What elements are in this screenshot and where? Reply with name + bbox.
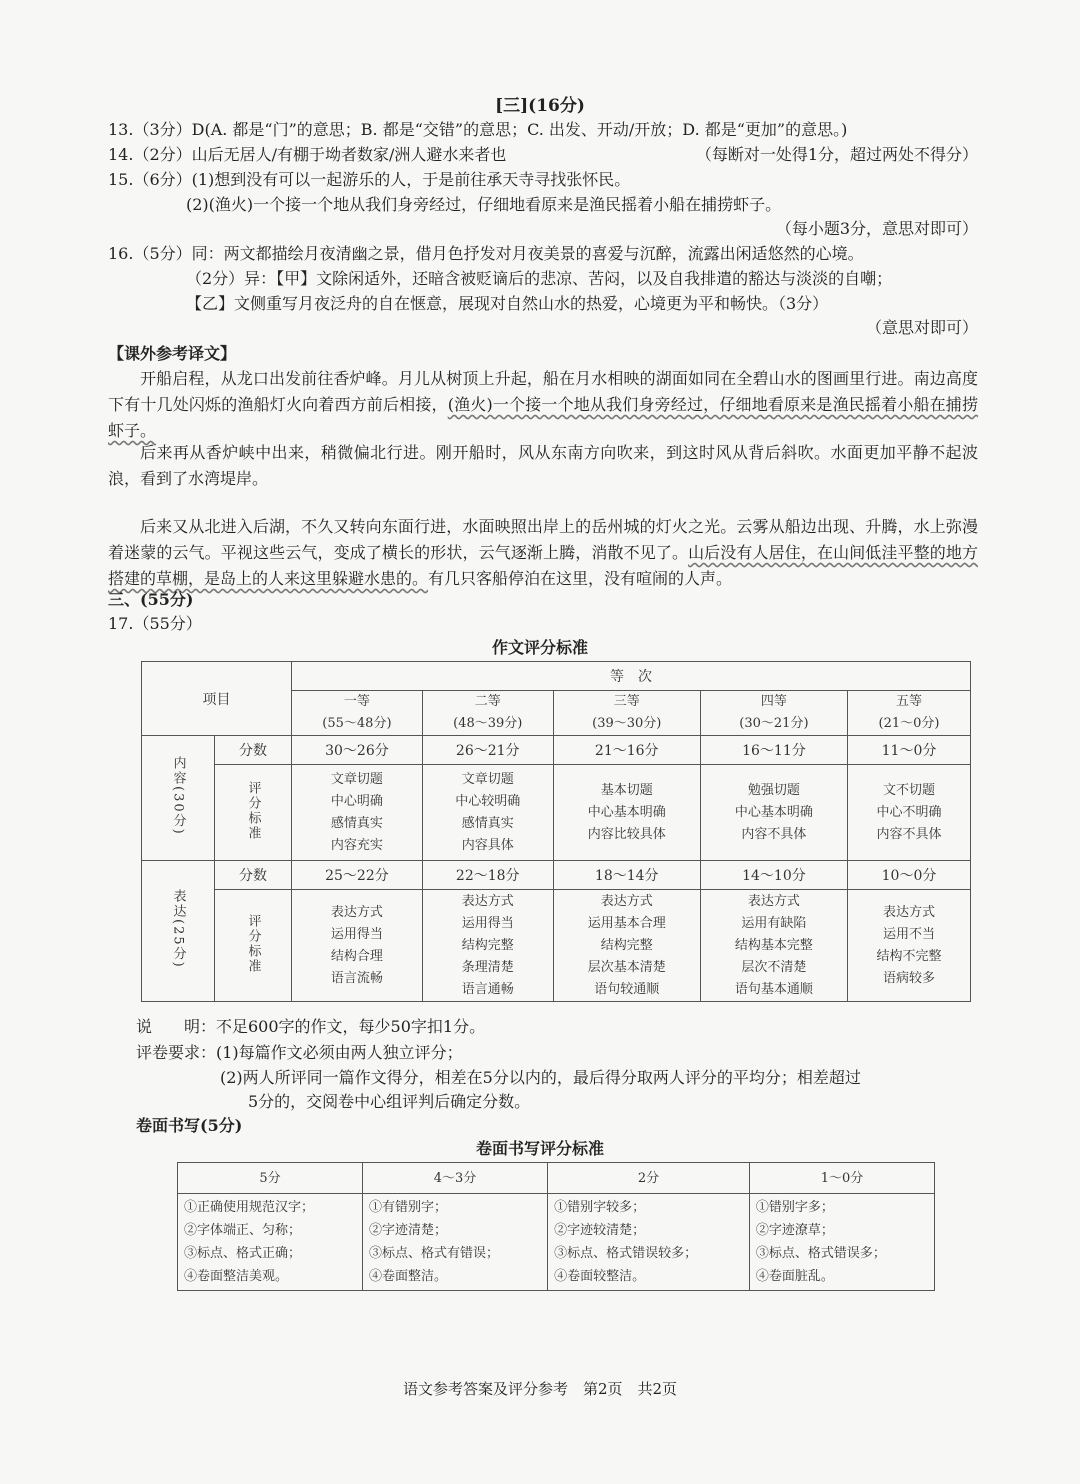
criteria-label: 评分标准	[215, 765, 292, 861]
content-score-2: 26～21分	[422, 736, 553, 765]
score-label: 分数	[215, 736, 292, 765]
expr-criteria-4: 表达方式 运用有缺陷 结构基本完整 层次不清楚 语句基本通顺	[700, 890, 847, 1002]
answer-14-note: （每断对一处得1分，超过两处不得分）	[695, 145, 978, 164]
essay-scoring-table	[141, 661, 971, 1002]
grade-header: 等 次	[292, 662, 971, 691]
content-score-1: 30～26分	[292, 736, 423, 765]
answer-16-2: （2分）异：【甲】文除闲适外，还暗含被贬谪后的悲凉、苦闷，以及自我排遣的豁达与淡淡的自嘲；	[186, 269, 893, 288]
expr-score-3: 18～14分	[553, 861, 700, 890]
page-footer: 语文参考答案及评分参考 第2页 共2页	[402, 1380, 678, 1398]
level-4: 四等 (30～21分)	[700, 691, 847, 736]
hw-col-4: ①错别字多； ②字迹潦草； ③标点、格式错误多； ④卷面脏乱。	[749, 1194, 934, 1291]
answer-15-2: (2)(渔火)一个接一个地从我们身旁经过，仔细地看原来是渔民摇着小船在捕捞虾子。	[186, 195, 782, 214]
hw-header-2: 4～3分	[363, 1163, 548, 1194]
answer-16-3: 【乙】文侧重写月夜泛舟的自在惬意，展现对自然山水的热爱，心境更为平和畅快。（3分）	[186, 294, 829, 313]
answer-14: 14.（2分）山后无居人/有棚于坳者数家/洲人避水来者也	[108, 145, 507, 164]
translation-text: 开船启程，从龙口出发前往香炉峰。月儿从树顶上升起，船在月水相映的湖面如同在全碧山水的图画里行进。南边高度下有十几处闪烁的渔船灯火向着西方前后相接，	[108, 369, 978, 414]
expr-criteria-5: 表达方式 运用不当 结构不完整 语病较多	[848, 890, 971, 1002]
hw-col-2: ①有错别字； ②字迹清楚； ③标点、格式有错误； ④卷面整洁。	[363, 1194, 548, 1291]
essay-note: 说 明：不足600字的作文，每少50字扣1分。	[136, 1017, 486, 1036]
translation-text: 后来又从北进入后湖，不久又转向东面行进，水面映照出岸上的岳州城的灯火之光。云雾从船边出现、升腾，水上弥漫着迷蒙的云气。平视这些云气，变成了横长的形状，云气逐渐上腾，消散不见了。	[108, 517, 978, 562]
grading-requirement-2: (2)两人所评同一篇作文得分，相差在5分以内的，最后得分取两人评分的平均分；相差超过	[220, 1068, 861, 1087]
content-criteria-4: 勉强切题 中心基本明确 内容不具体	[700, 765, 847, 861]
answer-13: 13.（3分）D(A. 都是“门”的意思；B. 都是“交错”的意思；C. 出发、开动/开放；D. 都是“更加”的意思。)	[108, 120, 848, 139]
answer-15-1: 15.（6分）(1)想到没有可以一起游乐的人，于是前往承天寺寻找张怀民。	[108, 170, 631, 189]
expr-score-5: 10～0分	[848, 861, 971, 890]
level-3: 三等 (39～30分)	[553, 691, 700, 736]
hw-col-1: ①正确使用规范汉字； ②字体端正、匀称； ③标点、格式正确； ④卷面整洁美观。	[178, 1194, 363, 1291]
hw-header-1: 5分	[178, 1163, 363, 1194]
translation-text: 有几只客船停泊在这里，没有喧闹的人声。	[428, 569, 733, 588]
translation-paragraph-2: 后来再从香炉峡中出来，稍微偏北行进。刚开船时，风从东南方向吹来，到这时风从背后斜吹。水面更加平静不起波浪，看到了水湾堤岸。	[108, 443, 978, 488]
expr-score-1: 25～22分	[292, 861, 423, 890]
level-1: 一等 (55～48分)	[292, 691, 423, 736]
handwriting-table-title: 卷面书写评分标准	[475, 1139, 604, 1158]
handwriting-heading: 卷面书写(5分)	[136, 1116, 243, 1135]
handwriting-scoring-table	[177, 1162, 935, 1291]
answer-15-note: （每小题3分，意思对即可）	[775, 219, 978, 238]
essay-table-title: 作文评分标准	[491, 638, 588, 657]
hw-col-3: ①错别字较多； ②字迹较清楚； ③标点、格式错误较多； ④卷面较整洁。	[548, 1194, 750, 1291]
content-score-5: 11～0分	[848, 736, 971, 765]
part-3-heading: 三、(55分)	[108, 590, 194, 609]
criteria-label: 评分标准	[215, 890, 292, 1002]
translation-paragraph-3	[108, 514, 978, 592]
content-score-4: 16～11分	[700, 736, 847, 765]
item-header: 项目	[142, 662, 292, 736]
expr-criteria-3: 表达方式 运用基本合理 结构完整 层次基本清楚 语句较通顺	[553, 890, 700, 1002]
section-header: [三](16分)	[495, 96, 585, 116]
translation-underlined: (渔火)一个接一个地从我们身旁经过，仔细地看原来是渔民摇着小船在捕捞虾子。	[108, 395, 978, 440]
level-2: 二等 (48～39分)	[422, 691, 553, 736]
expr-criteria-1: 表达方式 运用得当 结构合理 语言流畅	[292, 890, 423, 1002]
content-criteria-5: 文不切题 中心不明确 内容不具体	[848, 765, 971, 861]
hw-header-4: 1～0分	[749, 1163, 934, 1194]
grading-requirement-1: 评卷要求：(1)每篇作文必须由两人独立评分；	[136, 1043, 463, 1062]
expr-score-4: 14～10分	[700, 861, 847, 890]
expr-criteria-2: 表达方式 运用得当 结构完整 条理清楚 语言通畅	[422, 890, 553, 1002]
score-label: 分数	[215, 861, 292, 890]
answer-16-note: （意思对即可）	[865, 318, 978, 337]
answer-16-1: 16.（5分）同：两文都描绘月夜清幽之景，借月色抒发对月夜美景的喜爱与沉醉，流露出闲适悠然的心境。	[108, 244, 864, 263]
grading-requirement-2-cont: 5分的，交阅卷中心组评判后确定分数。	[248, 1092, 531, 1111]
hw-header-3: 2分	[548, 1163, 750, 1194]
expression-label: 表达(25分)	[142, 861, 215, 1002]
content-criteria-1: 文章切题 中心明确 感情真实 内容充实	[292, 765, 423, 861]
translation-paragraph-1	[108, 366, 978, 444]
content-criteria-3: 基本切题 中心基本明确 内容比较具体	[553, 765, 700, 861]
translation-underlined: 山后没有人居住，在山间低洼平整的地方搭建的草棚，是岛上的人来这里躲避水患的。	[108, 543, 978, 588]
level-5: 五等 (21～0分)	[848, 691, 971, 736]
question-17: 17.（55分）	[108, 614, 202, 633]
translation-title: 【课外参考译文】	[108, 344, 237, 363]
content-label: 内容(30分)	[142, 736, 215, 861]
content-score-3: 21～16分	[553, 736, 700, 765]
expr-score-2: 22～18分	[422, 861, 553, 890]
content-criteria-2: 文章切题 中心较明确 感情真实 内容具体	[422, 765, 553, 861]
